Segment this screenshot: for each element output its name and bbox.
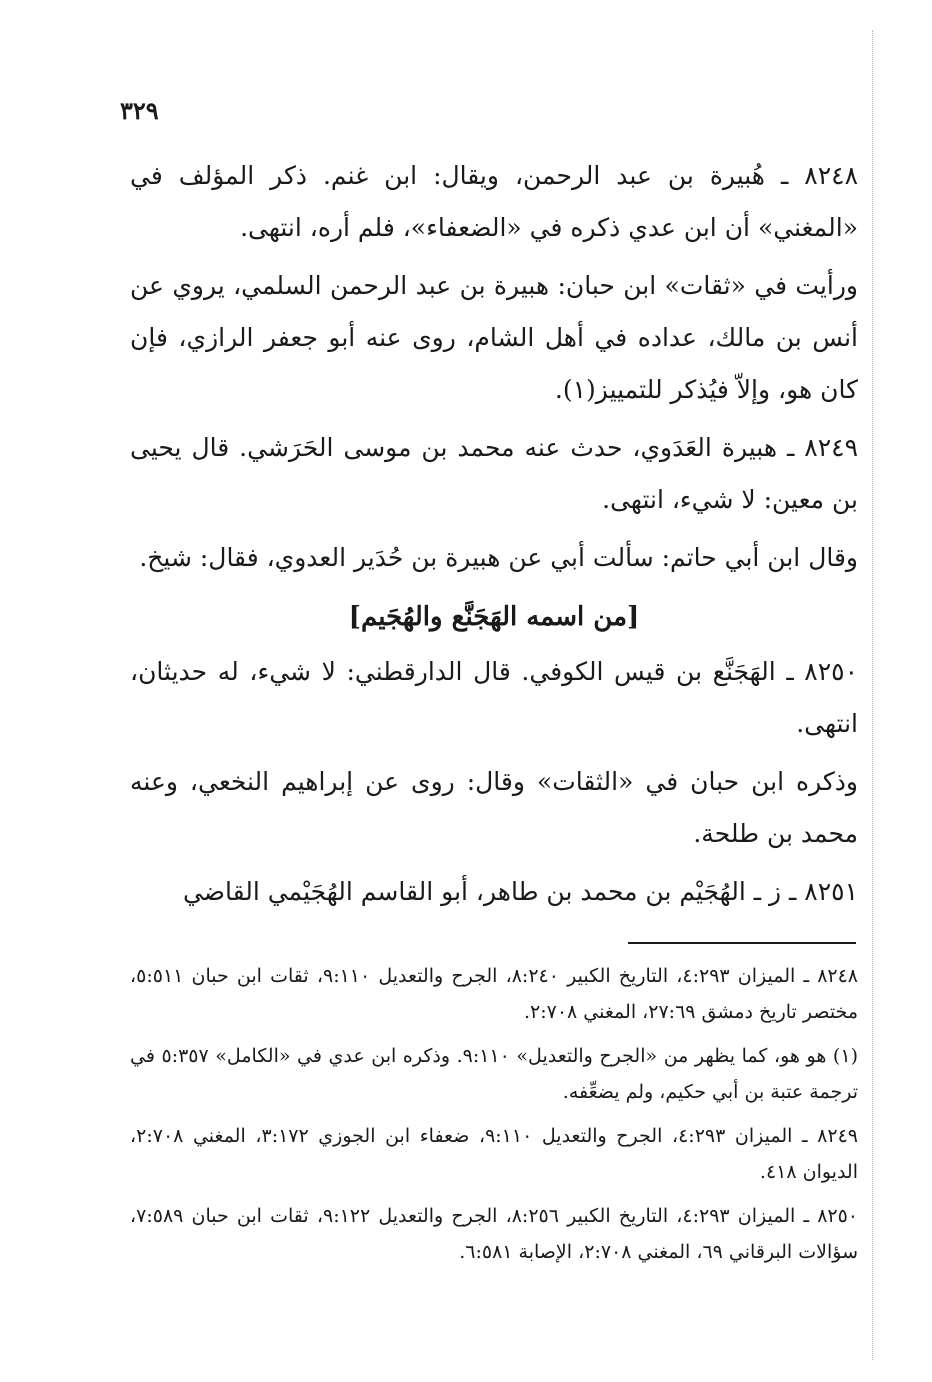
footnotes bbox=[130, 958, 858, 1278]
page-edge-line bbox=[872, 30, 873, 1360]
entry-8248-continuation: ورأيت في «ثقات» ابن حبان: هبيرة بن عبد الرحمن السلمي، يروي عن أنس بن مالك، عداده في أهل الشام، روى عنه أبو جعفر الرازي، فإن كان هو، وإلاّ فيُذكر للتمييز(١). bbox=[130, 271, 858, 404]
entry-8250: ٨٢٥٠ ـ الهَجَنَّع بن قيس الكوفي. قال الدارقطني: لا شيء، له حديثان، انتهى. bbox=[130, 657, 858, 738]
footnote-separator bbox=[628, 942, 856, 944]
entry-8250-continuation: وذكره ابن حبان في «الثقات» وقال: روى عن إبراهيم النخعي، وعنه محمد بن طلحة. bbox=[130, 767, 858, 848]
entry-8251: ٨٢٥١ ـ ز ـ الهُجَيْم بن محمد بن طاهر، أبو القاسم الهُجَيْمي القاضي bbox=[182, 877, 858, 906]
page-number: ٣٢٩ bbox=[120, 96, 159, 125]
footnote-8248: ٨٢٤٨ ـ الميزان ٤:٢٩٣، التاريخ الكبير ٨:٢٤٠، الجرح والتعديل ٩:١١٠، ثقات ابن حبان ٥:٥١١، مختصر تاريخ دمشق ٢٧:٦٩، المغني ٢:٧٠٨. bbox=[130, 965, 859, 1023]
entry-8249: ٨٢٤٩ ـ هبيرة العَدَوي، حدث عنه محمد بن موسى الحَرَشي. قال يحيى بن معين: لا شيء، انتهى. bbox=[130, 433, 858, 514]
footnote-8249: ٨٢٤٩ ـ الميزان ٤:٢٩٣، الجرح والتعديل ٩:١١٠، ضعفاء ابن الجوزي ٣:١٧٢، المغني ٢:٧٠٨، الديوان ٤١٨. bbox=[130, 1125, 858, 1183]
footnote-8250: ٨٢٥٠ ـ الميزان ٤:٢٩٣، التاريخ الكبير ٨:٢٥٦، الجرح والتعديل ٩:١٢٢، ثقات ابن حبان ٧:٥٨٩، سؤالات البرقاني ٦٩، المغني ٢:٧٠٨، الإصابة ٦:٥٨١. bbox=[130, 1205, 859, 1263]
entry-8248: ٨٢٤٨ ـ هُبيرة بن عبد الرحمن، ويقال: ابن غنم. ذكر المؤلف في «المغني» أن ابن عدي ذكره في «الضعفاء»، فلم أره، انتهى. bbox=[130, 161, 858, 242]
footnote-1: (١) هو هو، كما يظهر من «الجرح والتعديل» ٩:١١٠. وذكره ابن عدي في «الكامل» ٥:٣٥٧ في ترجمة عتبة بن أبي حكيم، ولم يضعِّفه. bbox=[130, 1045, 858, 1103]
section-heading: [من اسمه الهَجَنَّع والهُجَيم] bbox=[348, 602, 640, 632]
main-text bbox=[130, 150, 858, 924]
entry-8249-continuation: وقال ابن أبي حاتم: سألت أبي عن هبيرة بن حُدَير العدوي، فقال: شيخ. bbox=[139, 543, 858, 572]
